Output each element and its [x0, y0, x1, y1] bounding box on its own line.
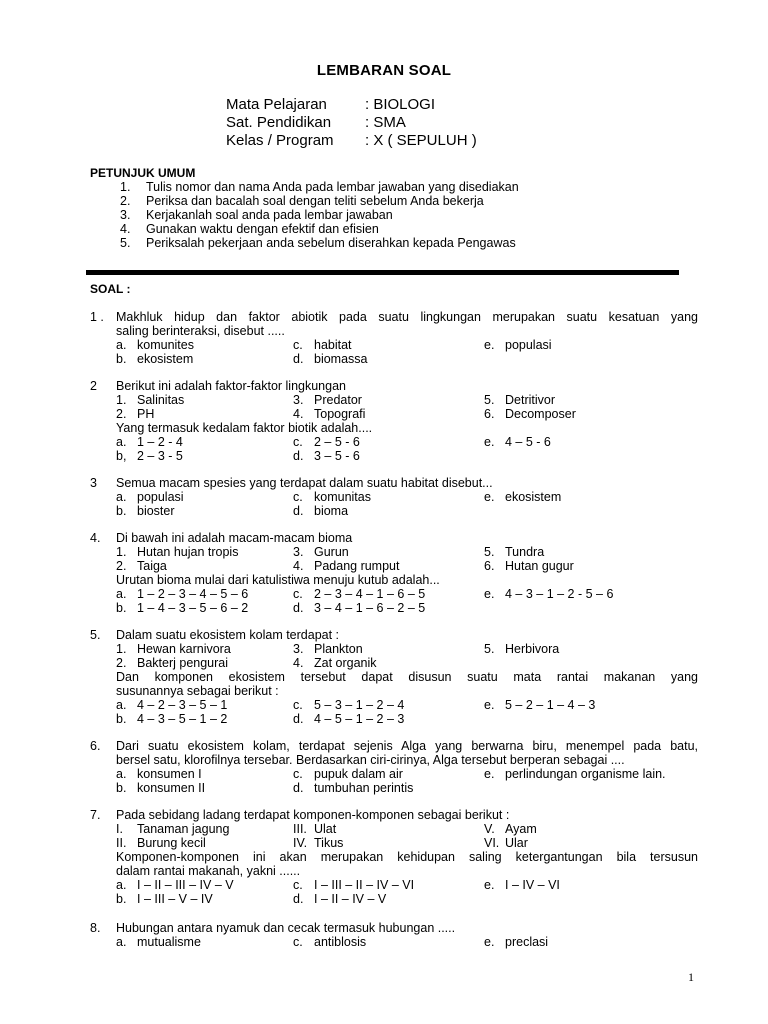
option-letter: e.: [484, 490, 495, 504]
option: [293, 892, 386, 906]
meta-label: Mata Pelajaran: [226, 96, 327, 113]
option: [116, 712, 227, 726]
item-text: Topografi: [314, 407, 366, 421]
option-text: 4 – 3 – 1 – 2 - 5 – 6: [505, 587, 614, 601]
option-letter: e.: [484, 878, 495, 892]
option-letter: c.: [293, 435, 303, 449]
question-text: Dalam suatu ekosistem kolam terdapat :: [116, 628, 340, 642]
meta-row: [226, 114, 477, 132]
instruction-number: 2.: [120, 194, 131, 208]
item-number: 2.: [116, 407, 127, 421]
item: [484, 407, 576, 421]
option-letter: d.: [293, 352, 304, 366]
item: [116, 656, 228, 670]
question-text: Urutan bioma mulai dari katulistiwa menuju kutub adalah...: [116, 573, 440, 587]
option-row: [116, 338, 698, 352]
option-text: komunitas: [314, 490, 371, 504]
option: [484, 587, 613, 601]
question-body: [116, 808, 698, 906]
option: [116, 587, 248, 601]
option-letter: b.: [116, 601, 127, 615]
option-text: konsumen II: [137, 781, 206, 795]
question-body: [116, 310, 698, 366]
option: [116, 781, 205, 795]
option-letter: b.: [116, 352, 127, 366]
item-number: 1.: [116, 545, 127, 559]
option: [293, 338, 352, 352]
question-number: 7.: [90, 808, 101, 822]
item: [484, 559, 574, 573]
instruction-text: Periksalah pekerjaan anda sebelum diserahkan kepada Pengawas: [146, 236, 516, 250]
instruction-number: 1.: [120, 180, 131, 194]
item-text: Detritivor: [505, 393, 556, 407]
option-text: 5 – 2 – 1 – 4 – 3: [505, 698, 596, 712]
item-number: II.: [116, 836, 127, 850]
option-text: habitat: [314, 338, 352, 352]
item-text: Hewan karnivora: [137, 642, 231, 656]
option: [293, 767, 403, 781]
option-row: [116, 698, 698, 712]
option-text: biomassa: [314, 352, 368, 366]
item-text: Ayam: [505, 822, 537, 836]
option-text: 1 – 2 – 3 – 4 – 5 – 6: [137, 587, 249, 601]
item-text: Tanaman jagung: [137, 822, 230, 836]
item-number: 5.: [484, 642, 495, 656]
option: [293, 601, 425, 615]
option-text: 1 – 4 – 3 – 5 – 6 – 2: [137, 601, 249, 615]
option-letter: d.: [293, 504, 304, 518]
option-text: populasi: [505, 338, 552, 352]
question-body: [116, 476, 698, 518]
page-number: 1: [688, 970, 694, 984]
option-text: I – III – V – IV: [137, 892, 213, 906]
item-row: [116, 836, 698, 850]
item-number: 5.: [484, 393, 495, 407]
item-number: 3.: [293, 545, 304, 559]
item-row: [116, 393, 698, 407]
question-text: saling berinteraksi, disebut .....: [116, 324, 285, 338]
option: [484, 490, 561, 504]
instruction-text: Periksa dan bacalah soal dengan teliti sebelum Anda bekerja: [146, 194, 484, 208]
option-text: 4 – 2 – 3 – 5 – 1: [137, 698, 228, 712]
option-letter: c.: [293, 935, 303, 949]
question-text: Di bawah ini adalah macam-macam bioma: [116, 531, 353, 545]
question-text: Dan komponen ekosistem tersebut dapat disusun suatu mata rantai makanan yang: [116, 670, 698, 684]
option-text: ekosistem: [137, 352, 194, 366]
question-text: Semua macam spesies yang terdapat dalam suatu habitat disebut...: [116, 476, 493, 490]
item-text: Herbivora: [505, 642, 560, 656]
instruction-item: [120, 222, 519, 236]
item-number: 5.: [484, 545, 495, 559]
option-letter: c.: [293, 698, 303, 712]
item-text: Zat organik: [314, 656, 377, 670]
option-letter: e.: [484, 587, 495, 601]
item: [116, 393, 184, 407]
question-number: 3: [90, 476, 97, 490]
option: [116, 767, 202, 781]
option: [293, 935, 366, 949]
option: [293, 698, 404, 712]
instruction-text: Kerjakanlah soal anda pada lembar jawaban: [146, 208, 393, 222]
option-row: [116, 767, 698, 781]
option: [293, 352, 368, 366]
option-text: 2 – 3 - 5: [137, 449, 183, 463]
instruction-item: [120, 236, 519, 250]
question-body: [116, 379, 698, 463]
question-text: susunannya sebagai berikut :: [116, 684, 279, 698]
question-text: Dari suatu ekosistem kolam, terdapat sejenis Alga yang berwarna biru, menempel pada batu,: [116, 739, 698, 753]
item-text: Taiga: [137, 559, 167, 573]
item-row: [116, 545, 698, 559]
item-text: Hutan gugur: [505, 559, 574, 573]
option-letter: e.: [484, 935, 495, 949]
option-letter: a.: [116, 935, 127, 949]
item-number: 4.: [293, 407, 304, 421]
item: [116, 545, 238, 559]
item-number: 1.: [116, 393, 127, 407]
option-letter: c.: [293, 338, 303, 352]
item-number: 3.: [293, 393, 304, 407]
item-text: Tikus: [314, 836, 344, 850]
option: [116, 892, 213, 906]
item-text: Burung kecil: [137, 836, 206, 850]
question-text: bersel satu, klorofilnya tersebar. Berdasarkan ciri-cirinya, Alga tersebut berperan sebagai ....: [116, 753, 625, 767]
item-number: 4.: [293, 656, 304, 670]
option-letter: b.: [116, 504, 127, 518]
item-row: [116, 559, 698, 573]
question-text: Makhluk hidup dan faktor abiotik pada suatu lingkungan merupakan suatu kesatuan yang: [116, 310, 698, 324]
item-number: 2.: [116, 656, 127, 670]
option: [116, 490, 184, 504]
option-letter: b.: [116, 781, 127, 795]
option-letter: d.: [293, 449, 304, 463]
option-row: [116, 935, 698, 949]
instructions-heading: PETUNJUK UMUM: [90, 166, 196, 180]
item: [116, 559, 167, 573]
option-row: [116, 435, 698, 449]
option-row: [116, 601, 698, 615]
item-number: III.: [293, 822, 307, 836]
question-body: [116, 921, 698, 949]
option-row: [116, 892, 698, 906]
divider-rule: [86, 270, 679, 275]
option-text: preclasi: [505, 935, 549, 949]
option-letter: a.: [116, 490, 127, 504]
option-letter: e.: [484, 435, 495, 449]
item: [116, 836, 206, 850]
instruction-item: [120, 208, 519, 222]
option-row: [116, 878, 698, 892]
meta-row: [226, 132, 477, 150]
instruction-item: [120, 180, 519, 194]
meta-row: [226, 96, 477, 114]
item-text: PH: [137, 407, 155, 421]
option-text: 3 – 4 – 1 – 6 – 2 – 5: [314, 601, 426, 615]
item: [484, 642, 559, 656]
item: [293, 393, 362, 407]
option: [293, 878, 414, 892]
option-letter: c.: [293, 490, 303, 504]
question-number: 1 .: [90, 310, 104, 324]
option-text: 4 – 3 – 5 – 1 – 2: [137, 712, 228, 726]
instructions-list: [120, 180, 519, 250]
item-text: Gurun: [314, 545, 349, 559]
option: [484, 878, 560, 892]
option: [116, 878, 234, 892]
option-letter: d.: [293, 781, 304, 795]
option: [484, 767, 666, 781]
question-number: 8.: [90, 921, 101, 935]
item: [293, 642, 363, 656]
item: [293, 836, 343, 850]
item-number: VI.: [484, 836, 500, 850]
option: [484, 935, 548, 949]
item-text: Ulat: [314, 822, 337, 836]
option-text: mutualisme: [137, 935, 201, 949]
item-text: Decomposer: [505, 407, 576, 421]
option-text: 2 – 3 – 4 – 1 – 6 – 5: [314, 587, 426, 601]
question-text: Hubungan antara nyamuk dan cecak termasuk hubungan .....: [116, 921, 456, 935]
item: [484, 836, 528, 850]
meta-label: Kelas / Program: [226, 132, 334, 149]
option: [293, 781, 413, 795]
item-number: I.: [116, 822, 123, 836]
item-text: Hutan hujan tropis: [137, 545, 239, 559]
option-text: I – II – III – IV – V: [137, 878, 234, 892]
option-text: ekosistem: [505, 490, 562, 504]
item: [293, 559, 399, 573]
item-number: 3.: [293, 642, 304, 656]
option-text: 5 – 3 – 1 – 2 – 4: [314, 698, 405, 712]
item-number: 1.: [116, 642, 127, 656]
meta-value: : X ( SEPULUH ): [365, 132, 477, 149]
option: [293, 449, 360, 463]
item-row: [116, 642, 698, 656]
item: [484, 822, 537, 836]
option: [116, 338, 194, 352]
option-row: [116, 504, 698, 518]
option-letter: d.: [293, 601, 304, 615]
question-body: [116, 739, 698, 795]
question-number: 4.: [90, 531, 101, 545]
option-text: 1 – 2 - 4: [137, 435, 183, 449]
instruction-text: Gunakan waktu dengan efektif dan efisien: [146, 222, 379, 236]
question-text: dalam rantai makanah, yakni ......: [116, 864, 301, 878]
item: [293, 545, 349, 559]
option: [116, 435, 183, 449]
option-letter: d.: [293, 712, 304, 726]
instruction-number: 5.: [120, 236, 131, 250]
item: [484, 393, 555, 407]
option-row: [116, 352, 698, 366]
option: [484, 338, 552, 352]
item-number: V.: [484, 822, 495, 836]
option-text: bioster: [137, 504, 175, 518]
item-text: Salinitas: [137, 393, 185, 407]
option-letter: a.: [116, 698, 127, 712]
option: [116, 449, 183, 463]
item-text: Padang rumput: [314, 559, 400, 573]
option-text: bioma: [314, 504, 349, 518]
meta-label: Sat. Pendidikan: [226, 114, 332, 131]
option-row: [116, 712, 698, 726]
item: [116, 822, 229, 836]
item: [116, 642, 231, 656]
option: [116, 698, 227, 712]
option-letter: c.: [293, 878, 303, 892]
instruction-item: [120, 194, 519, 208]
option-text: I – IV – VI: [505, 878, 560, 892]
option-text: perlindungan organisme lain.: [505, 767, 666, 781]
question-number: 2: [90, 379, 97, 393]
option-text: komunites: [137, 338, 194, 352]
option-row: [116, 587, 698, 601]
option: [484, 698, 595, 712]
option-letter: c.: [293, 587, 303, 601]
option: [116, 601, 248, 615]
option: [116, 935, 201, 949]
item: [116, 407, 154, 421]
item: [293, 407, 365, 421]
item-number: 6.: [484, 559, 495, 573]
option-letter: e.: [484, 767, 495, 781]
item-text: Predator: [314, 393, 362, 407]
option-letter: c.: [293, 767, 303, 781]
question-body: [116, 531, 698, 615]
option: [116, 504, 175, 518]
option-letter: e.: [484, 698, 495, 712]
option-letter: b.: [116, 712, 127, 726]
option-row: [116, 781, 698, 795]
option-text: 4 – 5 - 6: [505, 435, 551, 449]
question-body: [116, 628, 698, 726]
option-text: pupuk dalam air: [314, 767, 403, 781]
instruction-number: 3.: [120, 208, 131, 222]
option: [293, 504, 348, 518]
question-number: 5.: [90, 628, 101, 642]
option-letter: e.: [484, 338, 495, 352]
option: [293, 587, 425, 601]
exam-meta: [226, 96, 477, 150]
item-number: IV.: [293, 836, 308, 850]
option-letter: b,: [116, 449, 127, 463]
item: [293, 822, 336, 836]
item-text: Ular: [505, 836, 528, 850]
question-text: Pada sebidang ladang terdapat komponen-komponen sebagai berikut :: [116, 808, 510, 822]
option: [293, 435, 360, 449]
question-text: Berikut ini adalah faktor-faktor lingkungan: [116, 379, 346, 393]
option-letter: a.: [116, 435, 127, 449]
instruction-text: Tulis nomor dan nama Anda pada lembar jawaban yang disediakan: [146, 180, 519, 194]
meta-value: : SMA: [365, 114, 406, 131]
option-text: I – III – II – IV – VI: [314, 878, 415, 892]
option: [293, 712, 404, 726]
question-text: Komponen-komponen ini akan merupakan kehidupan saling ketergantungan bila tersusun: [116, 850, 698, 864]
item-number: 6.: [484, 407, 495, 421]
item: [484, 545, 544, 559]
question-text: Yang termasuk kedalam faktor biotik adalah....: [116, 421, 373, 435]
instruction-number: 4.: [120, 222, 131, 236]
page-title: LEMBARAN SOAL: [316, 62, 452, 79]
option-row: [116, 449, 698, 463]
option: [484, 435, 551, 449]
option-text: konsumen I: [137, 767, 202, 781]
item: [293, 656, 377, 670]
option-letter: a.: [116, 767, 127, 781]
option-text: antiblosis: [314, 935, 367, 949]
item-row: [116, 407, 698, 421]
item-number: 2.: [116, 559, 127, 573]
option-letter: a.: [116, 587, 127, 601]
questions-heading: SOAL :: [90, 282, 131, 296]
item-number: 4.: [293, 559, 304, 573]
item-row: [116, 656, 698, 670]
option-row: [116, 490, 698, 504]
option: [293, 490, 371, 504]
option-text: 4 – 5 – 1 – 2 – 3: [314, 712, 405, 726]
option-letter: a.: [116, 338, 127, 352]
option-text: I – II – IV – V: [314, 892, 387, 906]
meta-value: : BIOLOGI: [365, 96, 436, 113]
option-text: populasi: [137, 490, 184, 504]
item-text: Plankton: [314, 642, 363, 656]
option-letter: b.: [116, 892, 127, 906]
option-letter: a.: [116, 878, 127, 892]
item-text: Tundra: [505, 545, 545, 559]
option-text: 3 – 5 - 6: [314, 449, 360, 463]
item-row: [116, 822, 698, 836]
option-text: tumbuhan perintis: [314, 781, 414, 795]
option-letter: d.: [293, 892, 304, 906]
question-number: 6.: [90, 739, 101, 753]
option-text: 2 – 5 - 6: [314, 435, 360, 449]
item-text: Bakterj pengurai: [137, 656, 229, 670]
option: [116, 352, 193, 366]
